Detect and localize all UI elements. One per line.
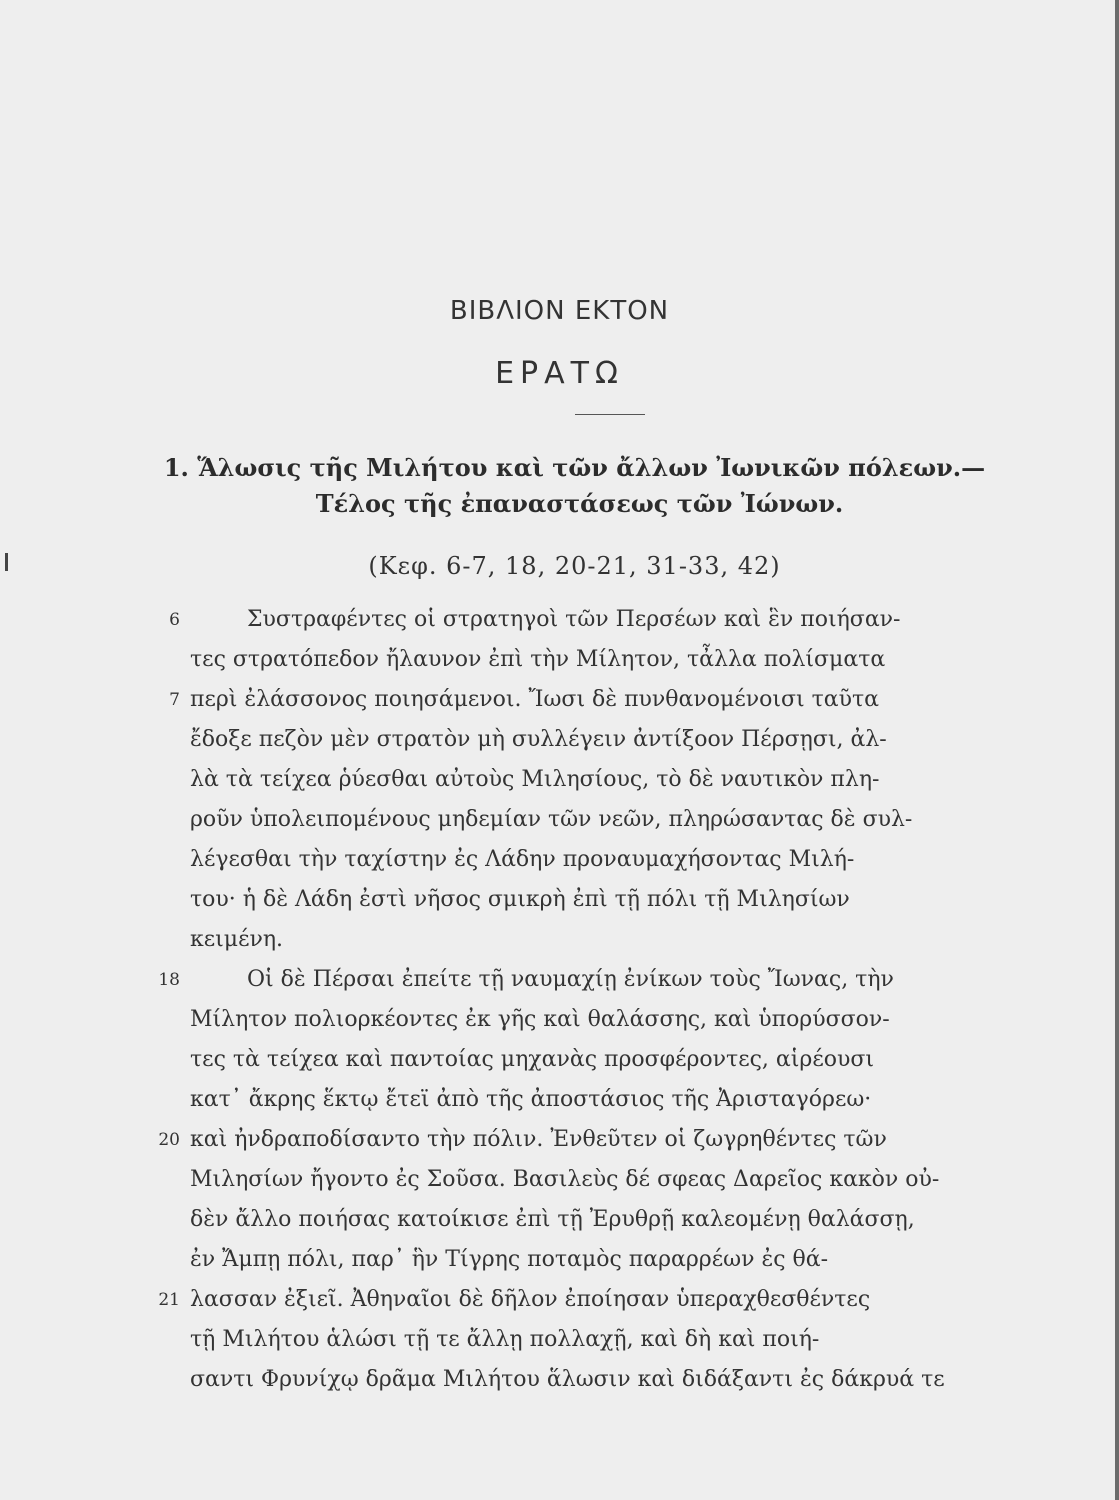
text-line: κειμένη.: [190, 927, 284, 952]
text-line: καὶ ἠνδραποδίσαντο τὴν πόλιν. Ἐνθεῦτεν οἱ ζωγρηθέντες τῶν: [190, 1127, 887, 1152]
text-line: λέγεσθαι τὴν ταχίστην ἐς Λάδην προναυμαχήσοντας Μιλή-: [190, 847, 855, 872]
book-title: ΒΙΒΛΙΟΝ ΕΚΤΟΝ: [449, 296, 670, 326]
text-line: κατ᾽ ἄκρης ἕκτῳ ἔτεϊ ἀπὸ τῆς ἀποστάσιος τῆς Ἀρισταγόρεω·: [190, 1087, 872, 1112]
section-heading-line-2: Τέλος τῆς ἐπαναστάσεως τῶν Ἰώνων.: [315, 489, 844, 518]
text-line: ροῦν ὑπολειπομένους μηδεμίαν τῶν νεῶν, πληρώσαντας δὲ συλ-: [190, 807, 913, 832]
text-line: ἐν Ἄμπῃ πόλι, παρ᾽ ἣν Τίγρης ποταμὸς παραρρέων ἐς θά-: [190, 1247, 829, 1272]
muse-title: ΕΡΑΤΩ: [495, 356, 624, 391]
text-line: Μίλητον πολιορκέοντες ἐκ γῆς καὶ θαλάσσης, καὶ ὑπορύσσον-: [190, 1007, 890, 1032]
text-line: Οἱ δὲ Πέρσαι ἐπείτε τῇ ναυμαχίῃ ἐνίκων τοὺς Ἴωνας, τὴν: [247, 967, 894, 992]
text-line: Μιλησίων ἤγοντο ἐς Σοῦσα. Βασιλεὺς δέ σφεας Δαρεῖος κακὸν οὐ-: [190, 1167, 940, 1192]
title-rule: [575, 414, 645, 415]
text-line: περὶ ἐλάσσονος ποιησάμενοι. Ἴωσι δὲ πυνθανομένοισι ταῦτα: [190, 687, 880, 712]
text-line: τῇ Μιλήτου ἁλώσι τῇ τε ἄλλῃ πολλαχῇ, καὶ δὴ καὶ ποιή-: [190, 1327, 820, 1352]
margin-number: 6: [169, 610, 180, 630]
margin-number: 18: [158, 970, 180, 990]
text-line: τες στρατόπεδον ἤλαυνον ἐπὶ τὴν Μίλητον, τἆλλα πολίσματα: [190, 647, 886, 672]
text-line: σαντι Φρυνίχῳ δρᾶμα Μιλήτου ἅλωσιν καὶ διδάξαντι ἐς δάκρυά τε: [190, 1367, 945, 1392]
margin-number: 20: [158, 1130, 180, 1150]
text-line: λὰ τὰ τείχεα ῥύεσθαι αὐτοὺς Μιλησίους, τὸ δὲ ναυτικὸν πλη-: [190, 767, 880, 792]
text-line: Συστραφέντες οἱ στρατηγοὶ τῶν Περσέων καὶ ἓν ποιήσαν-: [247, 607, 901, 632]
text-line: του· ἡ δὲ Λάδη ἐστὶ νῆσος σμικρὴ ἐπὶ τῇ πόλι τῇ Μιλησίων: [190, 887, 850, 912]
chapter-references: (Κεφ. 6-7, 18, 20-21, 31-33, 42): [368, 552, 781, 580]
margin-number: 7: [169, 690, 180, 710]
text-line: τες τὰ τείχεα καὶ παντοίας μηχανὰς προσφέροντες, αἱρέουσι: [190, 1047, 874, 1072]
margin-number: 21: [158, 1290, 180, 1310]
section-heading-line-1: 1. Ἅλωσις τῆς Μιλήτου καὶ τῶν ἄλλων Ἰωνικῶν πόλεων.—: [163, 453, 986, 482]
text-line: δὲν ἄλλο ποιήσας κατοίκισε ἐπὶ τῇ Ἐρυθρῇ καλεομένῃ θαλάσσῃ,: [190, 1207, 915, 1232]
text-line: λασσαν ἐξιεῖ. Ἀθηναῖοι δὲ δῆλον ἐποίησαν ὑπεραχθεσθέντες: [190, 1287, 871, 1312]
text-line: ἔδοξε πεζὸν μὲν στρατὸν μὴ συλλέγειν ἀντίξοον Πέρσῃσι, ἀλ-: [190, 727, 887, 752]
page-edge: [1115, 0, 1119, 1500]
